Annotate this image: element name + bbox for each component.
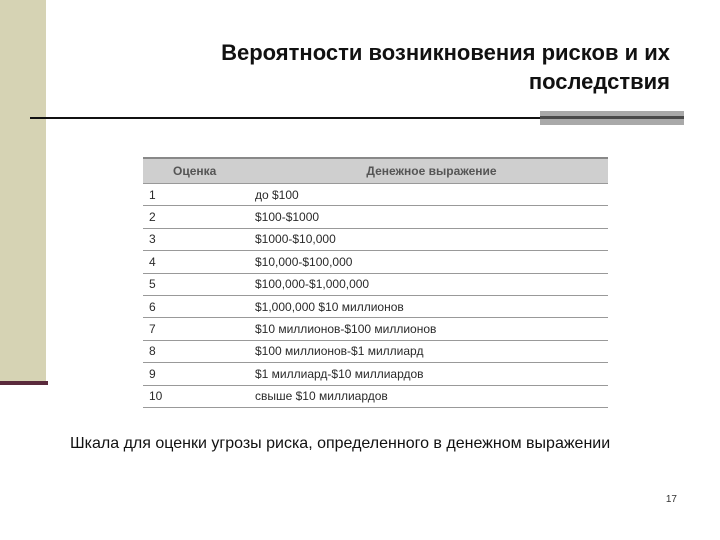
table-row [143, 206, 608, 228]
header-money: Денежное выражение [255, 158, 608, 184]
score-cell: 10 [143, 385, 255, 407]
score-cell: 3 [143, 228, 255, 250]
title-divider [30, 117, 540, 119]
table-header-row [143, 158, 608, 184]
table-row [143, 228, 608, 250]
risk-scale-table [143, 157, 608, 405]
left-decorative-bar [0, 0, 46, 383]
score-cell: 5 [143, 273, 255, 295]
left-bar-edge [0, 381, 48, 385]
header-score: Оценка [143, 158, 255, 184]
score-cell: 8 [143, 340, 255, 362]
table-row [143, 318, 608, 340]
table-row [143, 251, 608, 273]
money-cell: $100 миллионов-$1 миллиард [255, 340, 608, 362]
table-row [143, 273, 608, 295]
page-number: 17 [665, 494, 677, 505]
money-cell: $1000-$10,000 [255, 228, 608, 250]
money-cell: до $100 [255, 184, 608, 206]
table-row [143, 184, 608, 206]
title-line-2: последствия [528, 69, 670, 94]
money-cell: $1 миллиард-$10 миллиардов [255, 363, 608, 385]
money-cell: $100-$1000 [255, 206, 608, 228]
score-cell: 6 [143, 295, 255, 317]
score-cell: 2 [143, 206, 255, 228]
score-cell: 7 [143, 318, 255, 340]
title-line-1: Вероятности возникновения рисков и их [221, 40, 670, 65]
score-cell: 4 [143, 251, 255, 273]
table-caption: Шкала для оценки угрозы риска, определенного в денежном выражении [70, 435, 611, 452]
table-row [143, 385, 608, 407]
score-cell: 9 [143, 363, 255, 385]
money-cell: $10,000-$100,000 [255, 251, 608, 273]
money-cell: $100,000-$1,000,000 [255, 273, 608, 295]
divider-accent-line [540, 116, 684, 119]
table-row [143, 340, 608, 362]
score-cell: 1 [143, 184, 255, 206]
money-cell: $10 миллионов-$100 миллионов [255, 318, 608, 340]
money-cell: $1,000,000 $10 миллионов [255, 295, 608, 317]
table-row [143, 295, 608, 317]
money-cell: свыше $10 миллиардов [255, 385, 608, 407]
slide-title [130, 38, 670, 96]
table-row [143, 363, 608, 385]
